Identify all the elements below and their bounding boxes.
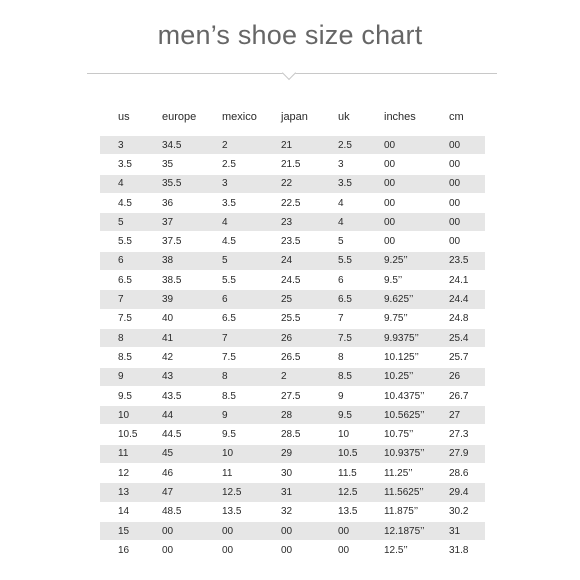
cell-cm: 31.8 <box>431 541 485 560</box>
table-row <box>100 541 485 560</box>
cell-europe: 42 <box>144 348 204 367</box>
cell-us: 5.5 <box>100 232 144 251</box>
cell-inches: 11.25’’ <box>366 464 431 483</box>
cell-mexico: 6 <box>204 290 263 309</box>
cell-inches: 9.5’’ <box>366 271 431 290</box>
cell-inches: 00 <box>366 136 431 155</box>
cell-mexico: 5.5 <box>204 271 263 290</box>
cell-europe: 43 <box>144 368 204 387</box>
cell-japan: 23 <box>263 213 320 232</box>
cell-europe: 44 <box>144 406 204 425</box>
cell-us: 10.5 <box>100 425 144 444</box>
cell-us: 3 <box>100 136 144 155</box>
table-row <box>100 522 485 541</box>
cell-cm: 00 <box>431 175 485 194</box>
table-row <box>100 194 485 213</box>
cell-us: 9.5 <box>100 387 144 406</box>
cell-europe: 37.5 <box>144 232 204 251</box>
cell-europe: 38 <box>144 252 204 271</box>
table-row <box>100 213 485 232</box>
table-row <box>100 368 485 387</box>
cell-mexico: 00 <box>204 522 263 541</box>
cell-mexico: 00 <box>204 541 263 560</box>
cell-japan: 30 <box>263 464 320 483</box>
cell-mexico: 8 <box>204 368 263 387</box>
table-row <box>100 425 485 444</box>
cell-mexico: 12.5 <box>204 483 263 502</box>
cell-uk: 4 <box>320 194 366 213</box>
column-header-inches: inches <box>384 111 416 123</box>
cell-mexico: 6.5 <box>204 310 263 329</box>
cell-japan: 29 <box>263 445 320 464</box>
cell-us: 16 <box>100 541 144 560</box>
cell-japan: 32 <box>263 503 320 522</box>
cell-japan: 00 <box>263 541 320 560</box>
cell-japan: 24.5 <box>263 271 320 290</box>
table-row <box>100 310 485 329</box>
cell-uk: 5 <box>320 232 366 251</box>
cell-japan: 25.5 <box>263 310 320 329</box>
cell-cm: 27.3 <box>431 425 485 444</box>
cell-europe: 00 <box>144 522 204 541</box>
cell-mexico: 3.5 <box>204 194 263 213</box>
cell-uk: 00 <box>320 522 366 541</box>
cell-us: 7.5 <box>100 310 144 329</box>
cell-inches: 9.9375’’ <box>366 329 431 348</box>
cell-europe: 46 <box>144 464 204 483</box>
cell-japan: 31 <box>263 483 320 502</box>
cell-europe: 44.5 <box>144 425 204 444</box>
cell-europe: 48.5 <box>144 503 204 522</box>
cell-japan: 2 <box>263 368 320 387</box>
cell-inches: 10.25’’ <box>366 368 431 387</box>
column-header-japan: japan <box>281 111 308 123</box>
cell-us: 7 <box>100 290 144 309</box>
cell-us: 6 <box>100 252 144 271</box>
cell-us: 5 <box>100 213 144 232</box>
cell-uk: 10.5 <box>320 445 366 464</box>
table-row <box>100 503 485 522</box>
cell-cm: 00 <box>431 155 485 174</box>
cell-mexico: 10 <box>204 445 263 464</box>
cell-mexico: 2 <box>204 136 263 155</box>
cell-uk: 11.5 <box>320 464 366 483</box>
table-row <box>100 136 485 155</box>
table-row <box>100 290 485 309</box>
cell-mexico: 8.5 <box>204 387 263 406</box>
cell-cm: 00 <box>431 194 485 213</box>
cell-cm: 24.8 <box>431 310 485 329</box>
cell-mexico: 13.5 <box>204 503 263 522</box>
cell-cm: 26 <box>431 368 485 387</box>
cell-inches: 10.125’’ <box>366 348 431 367</box>
cell-japan: 28 <box>263 406 320 425</box>
cell-inches: 9.25’’ <box>366 252 431 271</box>
cell-inches: 10.5625’’ <box>366 406 431 425</box>
cell-europe: 41 <box>144 329 204 348</box>
cell-us: 8.5 <box>100 348 144 367</box>
cell-inches: 00 <box>366 155 431 174</box>
cell-uk: 13.5 <box>320 503 366 522</box>
cell-cm: 24.1 <box>431 271 485 290</box>
cell-inches: 10.4375’’ <box>366 387 431 406</box>
table-row <box>100 175 485 194</box>
cell-mexico: 5 <box>204 252 263 271</box>
cell-europe: 35 <box>144 155 204 174</box>
cell-cm: 27 <box>431 406 485 425</box>
table-row <box>100 232 485 251</box>
cell-japan: 23.5 <box>263 232 320 251</box>
cell-cm: 30.2 <box>431 503 485 522</box>
cell-inches: 00 <box>366 232 431 251</box>
table-row <box>100 329 485 348</box>
cell-japan: 28.5 <box>263 425 320 444</box>
cell-cm: 00 <box>431 136 485 155</box>
cell-japan: 27.5 <box>263 387 320 406</box>
cell-us: 10 <box>100 406 144 425</box>
cell-us: 9 <box>100 368 144 387</box>
cell-us: 12 <box>100 464 144 483</box>
cell-mexico: 9.5 <box>204 425 263 444</box>
cell-europe: 45 <box>144 445 204 464</box>
cell-cm: 23.5 <box>431 252 485 271</box>
cell-us: 4.5 <box>100 194 144 213</box>
cell-cm: 25.7 <box>431 348 485 367</box>
cell-inches: 00 <box>366 175 431 194</box>
cell-europe: 43.5 <box>144 387 204 406</box>
cell-us: 3.5 <box>100 155 144 174</box>
cell-mexico: 11 <box>204 464 263 483</box>
cell-us: 14 <box>100 503 144 522</box>
cell-europe: 35.5 <box>144 175 204 194</box>
cell-uk: 6 <box>320 271 366 290</box>
cell-europe: 36 <box>144 194 204 213</box>
cell-uk: 8 <box>320 348 366 367</box>
cell-japan: 22 <box>263 175 320 194</box>
cell-cm: 26.7 <box>431 387 485 406</box>
cell-mexico: 3 <box>204 175 263 194</box>
cell-japan: 25 <box>263 290 320 309</box>
cell-mexico: 7.5 <box>204 348 263 367</box>
cell-europe: 38.5 <box>144 271 204 290</box>
cell-inches: 00 <box>366 213 431 232</box>
table-header <box>100 111 485 136</box>
cell-inches: 12.1875’’ <box>366 522 431 541</box>
cell-cm: 28.6 <box>431 464 485 483</box>
cell-uk: 12.5 <box>320 483 366 502</box>
column-header-cm: cm <box>449 111 464 123</box>
column-header-us: us <box>118 111 130 123</box>
cell-uk: 3.5 <box>320 175 366 194</box>
cell-cm: 31 <box>431 522 485 541</box>
cell-cm: 00 <box>431 232 485 251</box>
cell-europe: 39 <box>144 290 204 309</box>
cell-europe: 34.5 <box>144 136 204 155</box>
table-row <box>100 252 485 271</box>
cell-us: 11 <box>100 445 144 464</box>
table-row <box>100 271 485 290</box>
cell-japan: 21 <box>263 136 320 155</box>
cell-inches: 12.5’’ <box>366 541 431 560</box>
cell-uk: 7 <box>320 310 366 329</box>
column-header-uk: uk <box>338 111 350 123</box>
cell-japan: 00 <box>263 522 320 541</box>
cell-uk: 9 <box>320 387 366 406</box>
header-row <box>100 111 485 136</box>
cell-uk: 00 <box>320 541 366 560</box>
cell-cm: 29.4 <box>431 483 485 502</box>
cell-uk: 8.5 <box>320 368 366 387</box>
cell-mexico: 4 <box>204 213 263 232</box>
cell-mexico: 9 <box>204 406 263 425</box>
cell-cm: 25.4 <box>431 329 485 348</box>
column-header-mexico: mexico <box>222 111 257 123</box>
cell-uk: 6.5 <box>320 290 366 309</box>
cell-mexico: 2.5 <box>204 155 263 174</box>
cell-us: 13 <box>100 483 144 502</box>
cell-uk: 4 <box>320 213 366 232</box>
cell-japan: 24 <box>263 252 320 271</box>
cell-japan: 26 <box>263 329 320 348</box>
cell-europe: 40 <box>144 310 204 329</box>
cell-mexico: 7 <box>204 329 263 348</box>
cell-inches: 9.75’’ <box>366 310 431 329</box>
cell-uk: 2.5 <box>320 136 366 155</box>
cell-uk: 5.5 <box>320 252 366 271</box>
cell-inches: 9.625’’ <box>366 290 431 309</box>
table-row <box>100 155 485 174</box>
cell-europe: 47 <box>144 483 204 502</box>
cell-us: 6.5 <box>100 271 144 290</box>
cell-uk: 9.5 <box>320 406 366 425</box>
table-row <box>100 464 485 483</box>
cell-us: 8 <box>100 329 144 348</box>
cell-japan: 22.5 <box>263 194 320 213</box>
cell-japan: 26.5 <box>263 348 320 367</box>
cell-cm: 27.9 <box>431 445 485 464</box>
cell-japan: 21.5 <box>263 155 320 174</box>
cell-cm: 00 <box>431 213 485 232</box>
table-row <box>100 387 485 406</box>
table-row <box>100 483 485 502</box>
cell-inches: 11.875’’ <box>366 503 431 522</box>
size-table <box>100 111 485 561</box>
cell-inches: 00 <box>366 194 431 213</box>
table-row <box>100 445 485 464</box>
cell-uk: 7.5 <box>320 329 366 348</box>
cell-us: 4 <box>100 175 144 194</box>
table-body <box>100 136 485 561</box>
cell-uk: 3 <box>320 155 366 174</box>
cell-inches: 10.75’’ <box>366 425 431 444</box>
cell-us: 15 <box>100 522 144 541</box>
cell-europe: 00 <box>144 541 204 560</box>
table-row <box>100 406 485 425</box>
divider-notch <box>282 66 296 80</box>
cell-inches: 11.5625’’ <box>366 483 431 502</box>
cell-europe: 37 <box>144 213 204 232</box>
cell-uk: 10 <box>320 425 366 444</box>
cell-cm: 24.4 <box>431 290 485 309</box>
table-row <box>100 348 485 367</box>
column-header-europe: europe <box>162 111 197 123</box>
cell-mexico: 4.5 <box>204 232 263 251</box>
cell-inches: 10.9375’’ <box>366 445 431 464</box>
page-title: men’s shoe size chart <box>157 20 423 50</box>
